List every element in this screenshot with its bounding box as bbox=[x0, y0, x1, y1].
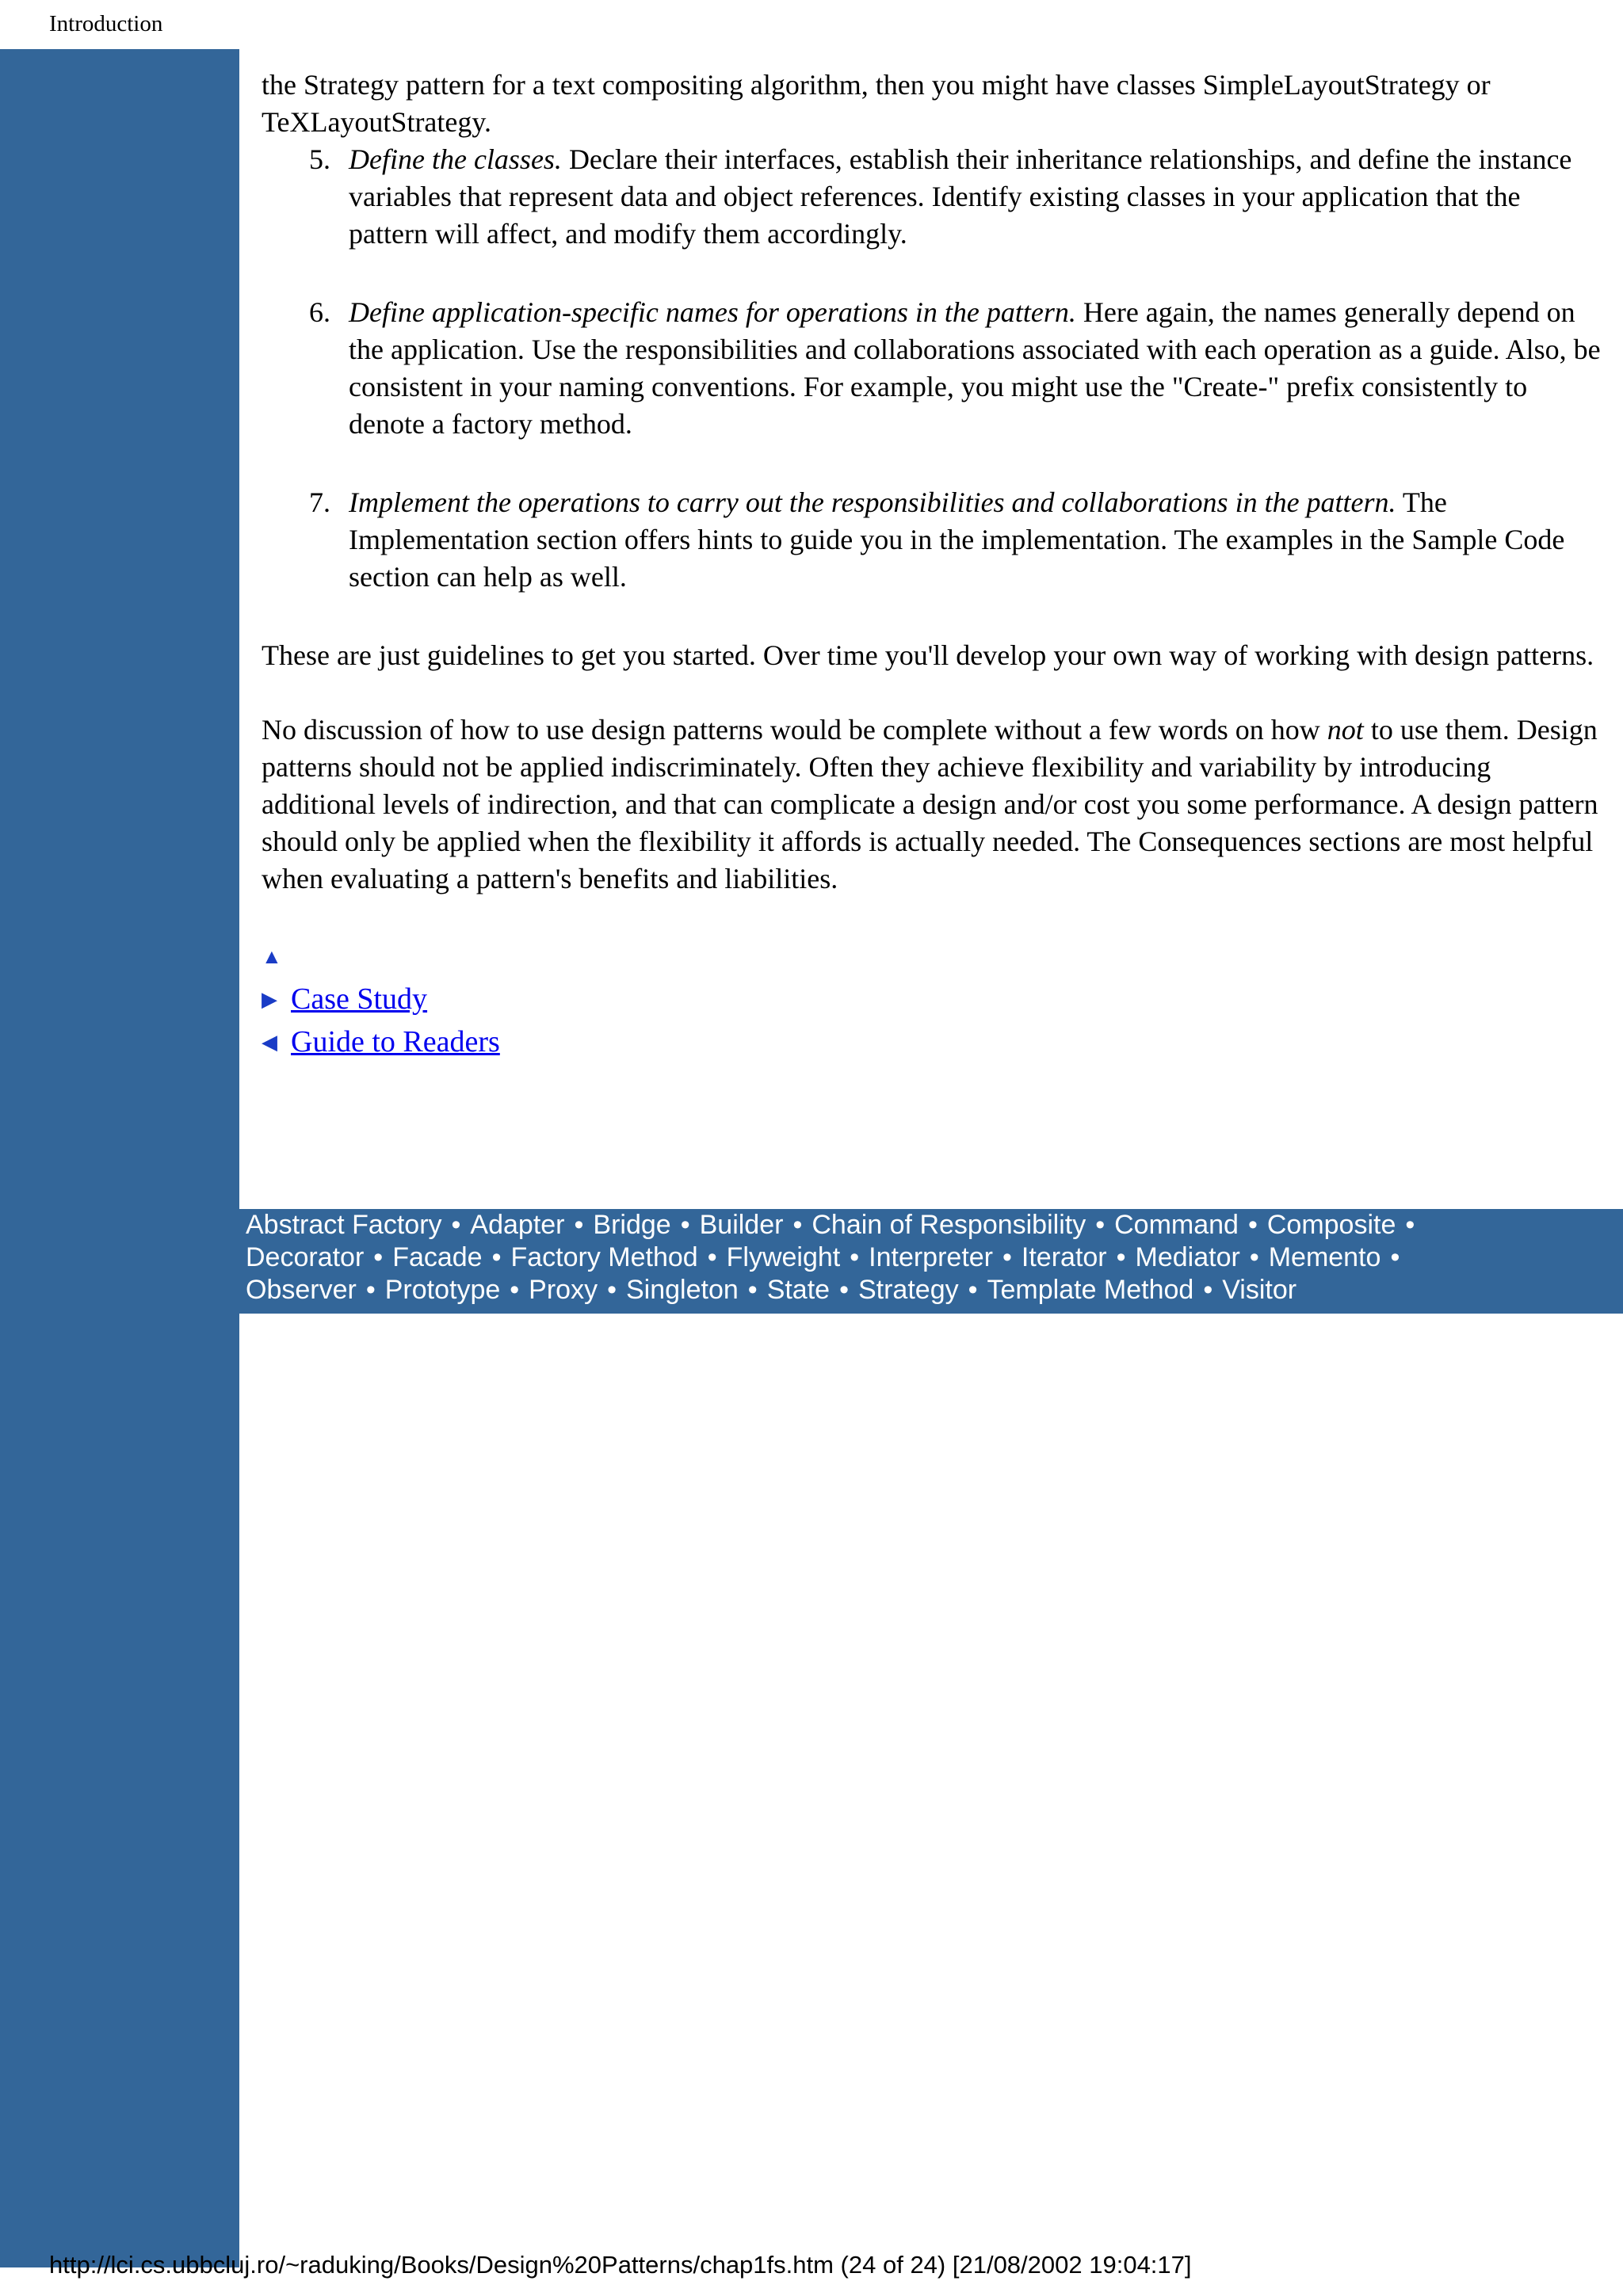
pattern-link-template-method[interactable]: Template Method bbox=[987, 1275, 1194, 1305]
pattern-link-builder[interactable]: Builder bbox=[699, 1210, 784, 1240]
page-footer-url: http://lci.cs.ubbcluj.ro/~raduking/Books/Design%20Patterns/chap1fs.htm (24 of 24) [21/08/2002 19:04:17] bbox=[49, 2251, 1192, 2279]
step-lead: Define application-specific names for operations in the pattern. bbox=[349, 296, 1076, 328]
pattern-link-facade[interactable]: Facade bbox=[392, 1242, 483, 1272]
pattern-link-decorator[interactable]: Decorator bbox=[246, 1242, 365, 1272]
page-header: Introduction bbox=[49, 11, 163, 36]
bullet-separator: • bbox=[451, 1210, 461, 1240]
nav-next-row bbox=[262, 978, 1601, 1020]
main-content bbox=[262, 67, 1601, 1063]
nav-prev-row bbox=[262, 1020, 1601, 1063]
bullet-separator: • bbox=[707, 1242, 717, 1272]
step-item-5 bbox=[309, 141, 1601, 253]
bullet-separator: • bbox=[607, 1275, 617, 1305]
step-number: 5. bbox=[309, 143, 330, 175]
bullet-separator: • bbox=[1116, 1242, 1126, 1272]
bullet-separator: • bbox=[1405, 1210, 1415, 1240]
pattern-link-bridge[interactable]: Bridge bbox=[593, 1210, 671, 1240]
bullet-separator: • bbox=[1002, 1242, 1012, 1272]
pattern-navigation-bar bbox=[239, 1209, 1623, 1314]
bullet-separator: • bbox=[968, 1275, 978, 1305]
pattern-link-interpreter[interactable]: Interpreter bbox=[869, 1242, 993, 1272]
bullet-separator: • bbox=[1249, 1242, 1259, 1272]
guidelines-paragraph: These are just guidelines to get you started. Over time you'll develop your own way of working with design patterns. bbox=[262, 639, 1594, 671]
bullet-separator: • bbox=[491, 1242, 502, 1272]
bullet-separator: • bbox=[365, 1275, 376, 1305]
pattern-link-chain-of-responsibility[interactable]: Chain of Responsibility bbox=[812, 1210, 1086, 1240]
pattern-link-iterator[interactable]: Iterator bbox=[1021, 1242, 1107, 1272]
bullet-separator: • bbox=[850, 1242, 860, 1272]
bullet-separator: • bbox=[510, 1275, 520, 1305]
step-text: The Implementation section offers hints to guide you in the implementation. The examples in the Sample Code section can help as well. bbox=[349, 486, 1565, 593]
caution-text-before: No discussion of how to use design patterns would be complete without a few words on how bbox=[262, 714, 1327, 746]
pattern-link-state[interactable]: State bbox=[766, 1275, 831, 1305]
step-number: 6. bbox=[309, 296, 330, 328]
step-lead: Implement the operations to carry out the responsibilities and collaborations in the pattern. bbox=[349, 486, 1396, 518]
continuation-text: the Strategy pattern for a text compositing algorithm, then you might have classes SimpleLayoutStrategy or TeXLayoutStrategy. bbox=[262, 69, 1491, 138]
pattern-line-1 bbox=[246, 1209, 1623, 1241]
nav-up-row[interactable] bbox=[262, 935, 1601, 978]
bullet-separator: • bbox=[574, 1210, 584, 1240]
step-text: Here again, the names generally depend on the application. Use the responsibilities and collaborations associated with each operation as a guide. Also, be consistent in your naming conventions. For example, you might use the "Create-" prefix consistently to denote a factory method. bbox=[349, 296, 1601, 440]
right-arrow-icon: ▶ bbox=[262, 987, 277, 1011]
step-lead: Define the classes. bbox=[349, 143, 562, 175]
pattern-link-memento[interactable]: Memento bbox=[1268, 1242, 1381, 1272]
step-item-7 bbox=[309, 484, 1601, 596]
up-arrow-icon[interactable]: ▲ bbox=[262, 944, 282, 968]
bullet-separator: • bbox=[680, 1210, 690, 1240]
pattern-link-factory-method[interactable]: Factory Method bbox=[510, 1242, 698, 1272]
pattern-link-flyweight[interactable]: Flyweight bbox=[726, 1242, 841, 1272]
pattern-line-2 bbox=[246, 1241, 1623, 1274]
left-sidebar bbox=[0, 49, 239, 2267]
pattern-link-prototype[interactable]: Prototype bbox=[384, 1275, 501, 1305]
pattern-link-composite[interactable]: Composite bbox=[1266, 1210, 1396, 1240]
caution-text-after: to use them. Design patterns should not be applied indiscriminately. Often they achieve flexibility and variability by introducing additional levels of indirection, and that can complicate a design and/or cost you some performance. A design pattern should only be applied when the flexibility it affords is actually needed. The Consequences sections are most helpful when evaluating a pattern's benefits and liabilities. bbox=[262, 714, 1598, 894]
navigation-links bbox=[262, 935, 1601, 1063]
bullet-separator: • bbox=[839, 1275, 849, 1305]
pattern-link-mediator[interactable]: Mediator bbox=[1135, 1242, 1240, 1272]
pattern-line-3 bbox=[246, 1274, 1623, 1306]
pattern-link-proxy[interactable]: Proxy bbox=[529, 1275, 598, 1305]
pattern-link-singleton[interactable]: Singleton bbox=[626, 1275, 739, 1305]
bullet-separator: • bbox=[1390, 1242, 1400, 1272]
pattern-link-visitor[interactable]: Visitor bbox=[1222, 1275, 1297, 1305]
pattern-link-abstract-factory[interactable]: Abstract Factory bbox=[246, 1210, 442, 1240]
caution-emphasis: not bbox=[1327, 714, 1364, 746]
pattern-link-observer[interactable]: Observer bbox=[246, 1275, 357, 1305]
bullet-separator: • bbox=[1095, 1210, 1106, 1240]
bullet-separator: • bbox=[792, 1210, 803, 1240]
bullet-separator: • bbox=[373, 1242, 384, 1272]
step-text: Declare their interfaces, establish their inheritance relationships, and define the instance variables that represent data and object references. Identify existing classes in your application that the pattern will affect, and modify them accordingly. bbox=[349, 143, 1572, 250]
pattern-link-strategy[interactable]: Strategy bbox=[857, 1275, 959, 1305]
step-number: 7. bbox=[309, 486, 330, 518]
bullet-separator: • bbox=[747, 1275, 758, 1305]
bullet-separator: • bbox=[1247, 1210, 1258, 1240]
caution-paragraph bbox=[262, 711, 1601, 898]
case-study-link[interactable]: Case Study bbox=[291, 982, 428, 1016]
step-item-6 bbox=[309, 294, 1601, 443]
bullet-separator: • bbox=[1203, 1275, 1213, 1305]
pattern-link-command[interactable]: Command bbox=[1114, 1210, 1239, 1240]
pattern-link-adapter[interactable]: Adapter bbox=[470, 1210, 565, 1240]
left-arrow-icon: ◀ bbox=[262, 1030, 277, 1054]
guide-to-readers-link[interactable]: Guide to Readers bbox=[291, 1024, 500, 1058]
